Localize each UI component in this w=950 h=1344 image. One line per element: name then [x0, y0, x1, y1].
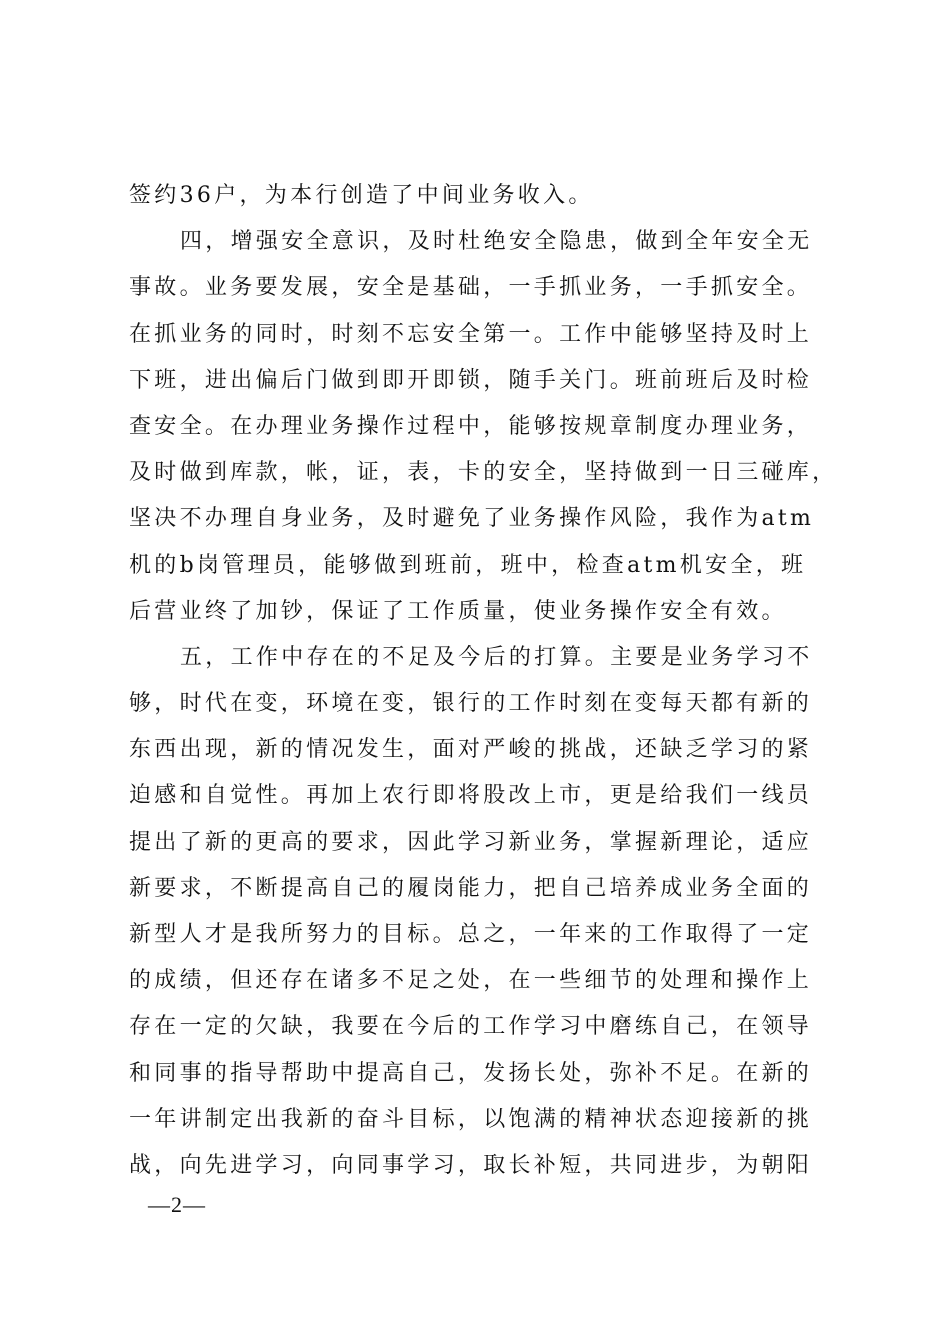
document-body [129, 173, 838, 1189]
text-line: 及时做到库款，帐，证，表，卡的安全，坚持做到一日三碰库， [129, 460, 838, 486]
paragraph-five-start: 五，工作中存在的不足及今后的打算。主要是业务学习不 [180, 644, 813, 670]
text-line: 一年讲制定出我新的奋斗目标，以饱满的精神状态迎接新的挑 [129, 1106, 813, 1132]
text-line: 在抓业务的同时，时刻不忘安全第一。工作中能够坚持及时上 [129, 321, 813, 347]
text-line: 提出了新的更高的要求，因此学习新业务，掌握新理论，适应 [129, 829, 813, 855]
text-line: 后营业终了加钞，保证了工作质量，使业务操作安全有效。 [129, 598, 787, 624]
page-number: —2— [148, 1192, 206, 1217]
text-line: 事故。业务要发展，安全是基础，一手抓业务，一手抓安全。 [129, 275, 813, 301]
text-line: 签约36户，为本行创造了中间业务收入。 [129, 183, 594, 208]
text-line: 战，向先进学习，向同事学习，取长补短，共同进步，为朝阳 [129, 1152, 813, 1178]
text-line: 新要求，不断提高自己的履岗能力，把自己培养成业务全面的 [129, 875, 813, 901]
text-line: 机的b岗管理员，能够做到班前，班中，检查atm机安全，班 [129, 552, 807, 578]
text-line: 坚决不办理自身业务，及时避免了业务操作风险，我作为atm [129, 506, 815, 532]
text-line: 迫感和自觉性。再加上农行即将股改上市，更是给我们一线员 [129, 783, 813, 809]
paragraph-four-start: 四，增强安全意识，及时杜绝安全隐患，做到全年安全无 [180, 229, 813, 255]
text-line: 查安全。在办理业务操作过程中，能够按规章制度办理业务， [129, 413, 813, 439]
text-line: 东西出现，新的情况发生，面对严峻的挑战，还缺乏学习的紧 [129, 737, 813, 763]
text-line: 下班，进出偏后门做到即开即锁，随手关门。班前班后及时检 [129, 367, 813, 393]
text-line: 存在一定的欠缺，我要在今后的工作学习中磨练自己，在领导 [129, 1014, 813, 1040]
text-line: 够，时代在变，环境在变，银行的工作时刻在变每天都有新的 [129, 691, 813, 717]
text-line: 新型人才是我所努力的目标。总之，一年来的工作取得了一定 [129, 922, 813, 947]
text-line: 的成绩，但还存在诸多不足之处，在一些细节的处理和操作上 [129, 968, 813, 994]
text-line: 和同事的指导帮助中提高自己，发扬长处，弥补不足。在新的 [129, 1060, 813, 1086]
